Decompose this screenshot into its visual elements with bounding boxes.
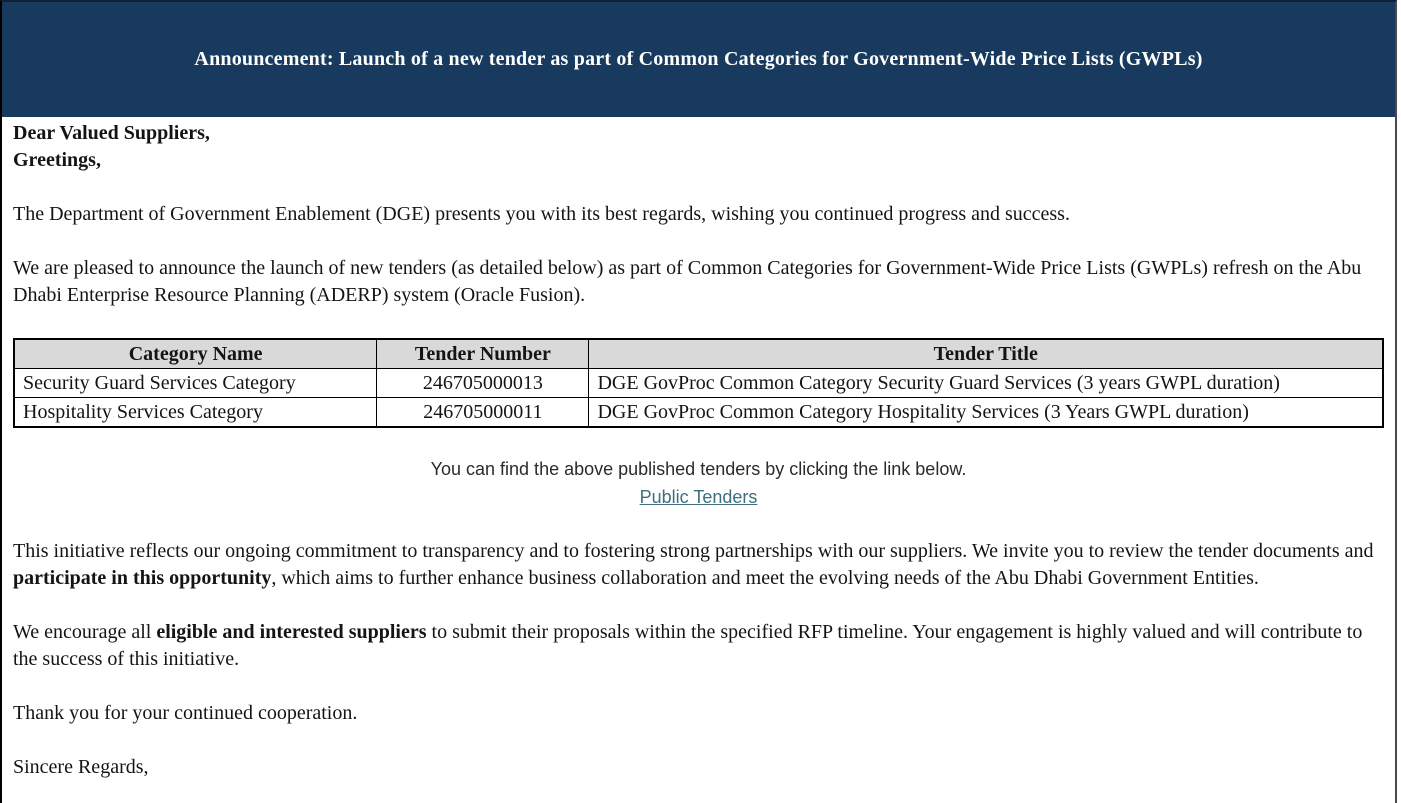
- cell-category-name: Hospitality Services Category: [14, 398, 377, 428]
- table-row: [14, 369, 1383, 398]
- paragraph-regards: The Department of Government Enablement (DGE) presents you with its best regards, wishing you continued progress and success.: [13, 203, 1070, 225]
- greeting-block: [13, 120, 1384, 174]
- cell-tender-title: DGE GovProc Common Category Security Guard Services (3 years GWPL duration): [589, 369, 1383, 398]
- paragraph-encourage-start: We encourage all: [13, 621, 157, 643]
- link-instruction: You can find the above published tenders by clicking the link below.: [430, 459, 967, 479]
- paragraph-encourage-bold: eligible and interested suppliers: [156, 621, 427, 643]
- paragraph-encourage-end: to submit their proposals within the specified RFP timeline. Your engagement is highly valued and will contribute to the success of this initiative.: [13, 621, 1363, 670]
- paragraph-initiative-start: This initiative reflects our ongoing commitment to transparency and to fostering strong partnerships with our suppliers. We invite you to review the tender documents and: [13, 540, 1374, 562]
- header-tender-number: Tender Number: [377, 339, 589, 369]
- cell-tender-number: 246705000011: [377, 398, 589, 428]
- link-section: [13, 455, 1384, 511]
- header-category-name: Category Name: [14, 339, 377, 369]
- table-header-row: [14, 339, 1383, 369]
- paragraph-announcement: We are pleased to announce the launch of new tenders (as detailed below) as part of Common Categories for Government-Wide Price Lists (GWPLs) refresh on the Abu Dhabi Enterprise Resource Planning (ADERP) system (Oracle Fusion).: [13, 257, 1362, 306]
- paragraph-initiative: [13, 538, 1384, 592]
- cell-category-name: Security Guard Services Category: [14, 369, 377, 398]
- paragraph-initiative-end: , which aims to further enhance business collaboration and meet the evolving needs of the Abu Dhabi Government Entities.: [271, 567, 1259, 589]
- banner-title: Announcement: Launch of a new tender as part of Common Categories for Government-Wide Price Lists (GWPLs): [194, 48, 1203, 70]
- announcement-banner: [2, 2, 1395, 117]
- cell-tender-number: 246705000013: [377, 369, 589, 398]
- greeting-line-2: Greetings,: [13, 149, 101, 171]
- paragraph-thanks: Thank you for your continued cooperation.: [13, 702, 358, 724]
- paragraph-encourage: [13, 619, 1384, 673]
- public-tenders-link[interactable]: Public Tenders: [639, 487, 758, 507]
- email-body: [2, 117, 1395, 781]
- tenders-table: [13, 338, 1384, 428]
- header-tender-title: Tender Title: [589, 339, 1383, 369]
- paragraph-initiative-bold: participate in this opportunity: [13, 567, 272, 589]
- cell-tender-title: DGE GovProc Common Category Hospitality Services (3 Years GWPL duration): [589, 398, 1383, 428]
- paragraph-signoff: Sincere Regards,: [13, 756, 149, 778]
- greeting-line-1: Dear Valued Suppliers,: [13, 122, 210, 144]
- table-row: [14, 398, 1383, 428]
